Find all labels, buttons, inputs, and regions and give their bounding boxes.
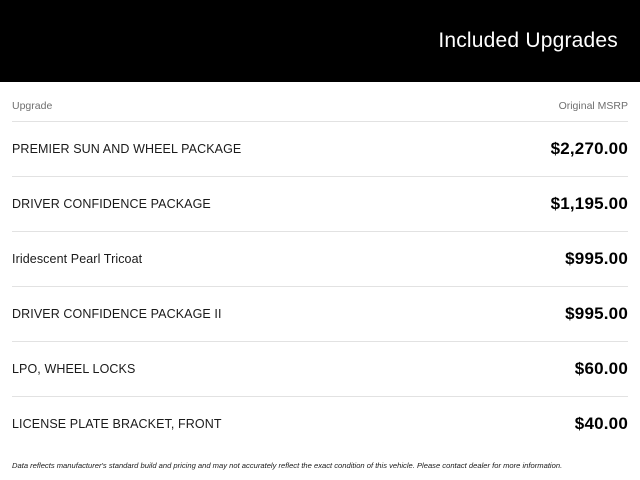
- upgrade-name: DRIVER CONFIDENCE PACKAGE II: [12, 307, 222, 321]
- upgrade-price: $995.00: [565, 304, 628, 323]
- column-header-upgrade: Upgrade: [12, 100, 53, 112]
- table-column-headers: [12, 82, 628, 121]
- upgrade-name: PREMIER SUN AND WHEEL PACKAGE: [12, 142, 242, 156]
- upgrade-price: $995.00: [565, 249, 628, 268]
- upgrade-price: $2,270.00: [550, 139, 628, 158]
- column-header-msrp: Original MSRP: [558, 100, 628, 112]
- page-title: Included Upgrades: [438, 29, 618, 52]
- table-row: [12, 176, 628, 231]
- upgrade-price: $40.00: [574, 414, 628, 433]
- table-row: [12, 231, 628, 286]
- page-header: [0, 0, 640, 82]
- upgrades-content: [0, 82, 640, 480]
- upgrade-name: DRIVER CONFIDENCE PACKAGE: [12, 197, 211, 211]
- table-row: [12, 121, 628, 176]
- upgrade-name: LICENSE PLATE BRACKET, FRONT: [12, 417, 222, 431]
- table-row: [12, 396, 628, 451]
- disclaimer-text: Data reflects manufacturer's standard build and pricing and may not accurately reflect the exact condition of this vehicle. Please contact dealer for more information.: [12, 461, 563, 470]
- table-row: [12, 341, 628, 396]
- upgrade-price: $60.00: [574, 359, 628, 378]
- upgrade-name: Iridescent Pearl Tricoat: [12, 252, 143, 266]
- upgrade-price: $1,195.00: [550, 194, 628, 213]
- upgrades-table: [12, 121, 628, 451]
- upgrade-name: LPO, WHEEL LOCKS: [12, 362, 136, 376]
- table-row: [12, 286, 628, 341]
